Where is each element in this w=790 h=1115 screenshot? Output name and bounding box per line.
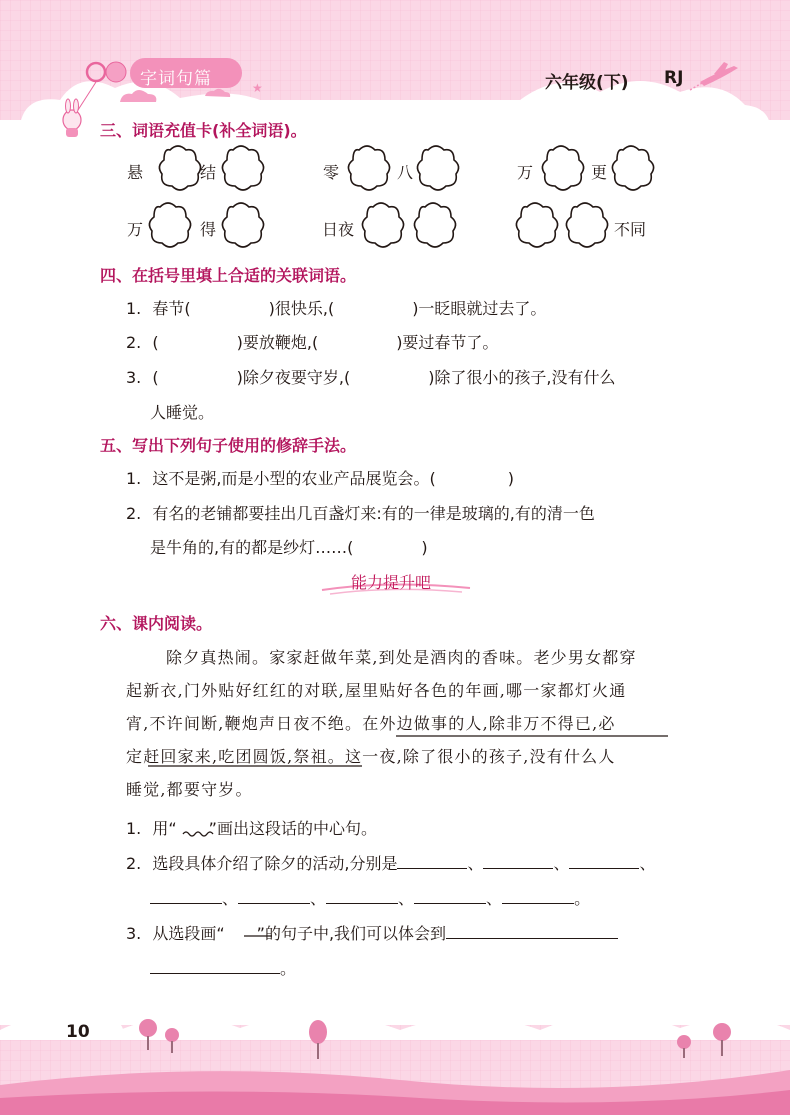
question-6-1 — [126, 816, 377, 839]
question-5-1 — [126, 466, 514, 489]
q-text: )很快乐,( — [268, 299, 335, 318]
passage-line — [126, 711, 616, 734]
page-number: 10 — [66, 1022, 90, 1042]
flower-blank — [362, 203, 403, 247]
q-text: 用“ — [152, 819, 177, 838]
word-char: 八 — [397, 163, 414, 182]
section3-title: 三、词语充值卡(补全词语)。 — [100, 121, 307, 140]
flower-blank — [516, 203, 557, 247]
flower-blank — [149, 203, 190, 247]
question-number: 2. — [126, 854, 142, 873]
flower-blank — [566, 203, 607, 247]
word-char: 日夜 — [322, 220, 355, 239]
question-number: 1. — [126, 469, 142, 488]
flower-blank — [222, 203, 263, 247]
flower-blank — [542, 146, 583, 190]
question-number: 2. — [126, 504, 142, 523]
question-6-2-cont: 、 、 、 、 。 — [150, 886, 590, 909]
q-text: 从选段画“ — [152, 924, 225, 943]
answer-blank[interactable] — [483, 851, 553, 869]
passage-center-sentence: 在外边做事的人,除非万不得已,必 — [362, 714, 616, 733]
answer-blank[interactable] — [502, 886, 574, 904]
question-4-3-cont: 人睡觉。 — [150, 403, 215, 422]
q-text: 是牛角的,有的都是纱灯……( — [150, 538, 354, 557]
category-chip: 字词句篇 — [140, 69, 212, 89]
q-text: )要过春节了。 — [396, 333, 499, 352]
question-4-1 — [126, 296, 546, 319]
grade-label: 六年级(下) — [545, 73, 629, 93]
answer-blank[interactable] — [238, 886, 310, 904]
passage-line — [126, 744, 616, 767]
word-char: 悬 — [127, 163, 144, 182]
word-char: 万 — [127, 220, 144, 239]
q-text: ”画出这段话的中心句。 — [208, 819, 377, 838]
passage-center-sentence: 定赶回家来,吃团圆饭,祭祖 — [126, 747, 328, 766]
question-number: 1. — [126, 819, 142, 838]
question-5-2-cont — [150, 535, 428, 558]
passage-text: 。这一夜,除了很小的孩子,没有什么人 — [327, 747, 616, 766]
answer-blank[interactable] — [569, 851, 639, 869]
answer-blank[interactable] — [414, 886, 486, 904]
question-number: 1. — [126, 299, 142, 318]
question-5-2 — [126, 501, 595, 524]
passage-line: 起新衣,门外贴好红红的对联,屋里贴好各色的年画,哪一家都灯火通 — [126, 681, 627, 700]
answer-blank[interactable] — [150, 886, 222, 904]
q-text: ( — [152, 333, 159, 352]
q-text: ) — [507, 469, 514, 488]
question-4-3 — [126, 365, 616, 388]
q-text: 这不是粥,而是小型的农业产品展览会。( — [152, 469, 436, 488]
answer-blank[interactable] — [446, 921, 618, 939]
section5-title: 五、写出下列句子使用的修辞手法。 — [100, 436, 357, 455]
flower-blank — [159, 146, 200, 190]
flower-blank — [417, 146, 458, 190]
ability-banner: 能力提升吧 — [350, 573, 431, 592]
q-text: ) — [421, 538, 428, 557]
word-char: 不同 — [614, 220, 647, 239]
question-number: 2. — [126, 333, 142, 352]
q-text: )要放鞭炮,( — [236, 333, 319, 352]
answer-blank[interactable] — [150, 956, 280, 974]
question-4-2 — [126, 330, 498, 353]
q-text: ( — [152, 368, 159, 387]
question-number: 3. — [126, 924, 142, 943]
word-char: 零 — [323, 163, 340, 182]
section4-title: 四、在括号里填上合适的关联词语。 — [100, 266, 357, 285]
q-text: )一眨眼就过去了。 — [412, 299, 547, 318]
question-6-3-cont: 。 — [150, 956, 296, 979]
edition-label: RJ — [664, 68, 684, 88]
flower-blank — [222, 146, 263, 190]
q-text: 有名的老铺都要挂出几百盏灯来:有的一律是玻璃的,有的清一色 — [152, 504, 595, 523]
question-6-2: 2. 选段具体介绍了除夕的活动,分别是 、 、 、 — [126, 851, 656, 874]
passage-text: 宵,不许间断,鞭炮声日夜不绝。 — [126, 714, 363, 733]
question-number: 3. — [126, 368, 142, 387]
flower-blank — [612, 146, 653, 190]
passage-line: 睡觉,都要守岁。 — [126, 780, 253, 799]
word-char: 结 — [200, 163, 217, 182]
flower-blank — [414, 203, 455, 247]
section6-title: 六、课内阅读。 — [100, 614, 213, 633]
word-char: 得 — [200, 220, 217, 239]
q-text: )除夕夜要守岁,( — [236, 368, 351, 387]
q-text: ”的句子中,我们可以体会到 — [256, 924, 447, 943]
answer-blank[interactable] — [326, 886, 398, 904]
q-text: 选段具体介绍了除夕的活动,分别是 — [152, 854, 398, 873]
q-text: )除了很小的孩子,没有什么 — [428, 368, 616, 387]
answer-blank[interactable] — [397, 851, 467, 869]
flower-blank — [348, 146, 389, 190]
word-char: 更 — [591, 163, 608, 182]
svg-text:★: ★ — [252, 81, 263, 95]
word-char: 万 — [517, 163, 534, 182]
passage-line: 除夕真热闹。家家赶做年菜,到处是酒肉的香味。老少男女都穿 — [166, 648, 637, 667]
q-text: 春节( — [152, 299, 191, 318]
question-6-3 — [126, 921, 618, 944]
